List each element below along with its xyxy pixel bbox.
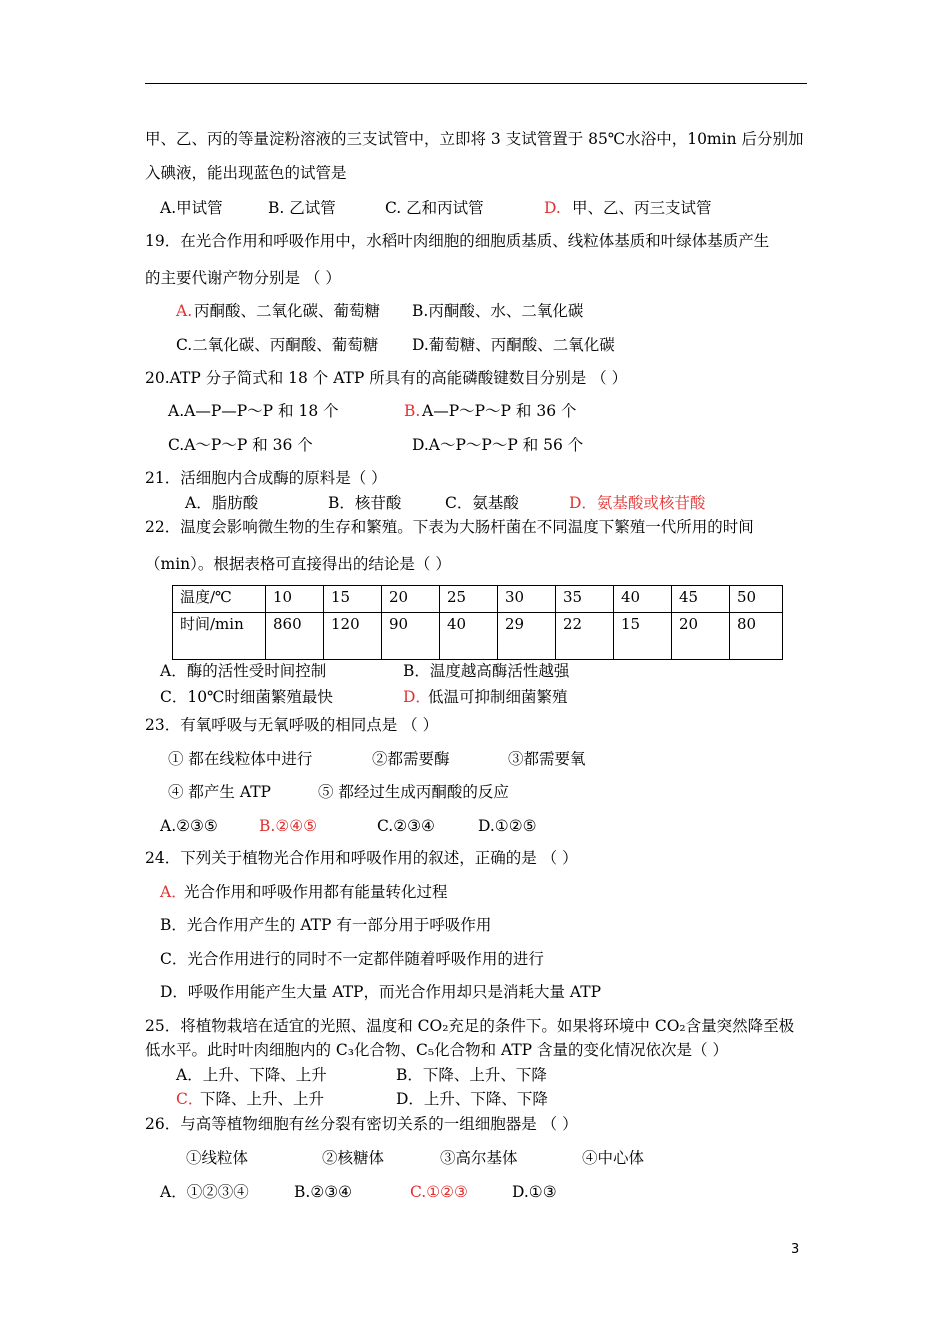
q24-option-c: C．光合作用进行的同时不一定都伴随着呼吸作用的进行: [160, 950, 544, 968]
q24-stem: 24．下列关于植物光合作用和呼吸作用的叙述，正确的是 （ ）: [145, 849, 578, 867]
q24-option-a-text: 光合作用和呼吸作用都有能量转化过程: [184, 883, 448, 901]
q22-line1: 22．温度会影响微生物的生存和繁殖。下表为大肠杆菌在不同温度下繁殖一代所用的时间: [145, 518, 754, 536]
table-cell: 120: [324, 613, 382, 660]
table-cell: 20: [672, 613, 730, 660]
q26-statement-2: ②核糖体: [322, 1149, 385, 1167]
q25-option-d: D．上升、下降、下降: [396, 1090, 548, 1108]
q24-option-a-label: A．: [160, 883, 187, 901]
table-row: [173, 586, 783, 613]
q23-option-b: B.②④⑤: [259, 817, 318, 835]
q23-statement-5: ⑤ 都经过生成丙酮酸的反应: [318, 783, 509, 801]
table-cell: 29: [498, 613, 556, 660]
q26-statement-3: ③高尔基体: [440, 1149, 518, 1167]
q18-option-d-label: D.: [544, 199, 561, 217]
q20-option-b-text: A—P～P～P 和 36 个: [422, 402, 577, 420]
table-cell: 温度/℃: [173, 586, 266, 613]
table-cell: 80: [730, 613, 783, 660]
table-cell: 30: [498, 586, 556, 613]
q20-option-b-label: B.: [404, 402, 421, 420]
q19-line2: 的主要代谢产物分别是 （ ）: [145, 269, 341, 287]
table-cell: 15: [324, 586, 382, 613]
q25-line2: 低水平。此时叶肉细胞内的 C₃化合物、C₅化合物和 ATP 含量的变化情况依次是（ ）: [145, 1041, 728, 1059]
q23-statement-3: ③都需要氧: [508, 750, 586, 768]
table-cell: 10: [266, 586, 324, 613]
q19-option-b: B.丙酮酸、水、二氧化碳: [412, 302, 584, 320]
q18-option-b: B. 乙试管: [268, 199, 336, 217]
q25-option-c-label: C．: [176, 1090, 204, 1108]
q20-option-c: C.A～P～P 和 36 个: [168, 436, 313, 454]
page-number: 3: [791, 1242, 800, 1257]
q26-statement-1: ①线粒体: [186, 1149, 249, 1167]
q24-option-d: D．呼吸作用能产生大量 ATP，而光合作用却只是消耗大量 ATP: [160, 983, 602, 1001]
q19-option-d: D.葡萄糖、丙酮酸、二氧化碳: [412, 336, 615, 354]
q21-option-a: A．脂肪酸: [185, 494, 259, 512]
q26-option-d: D.①③: [512, 1183, 557, 1201]
q26-option-a: A．①②③④: [160, 1183, 249, 1201]
q19-line1: 19．在光合作用和呼吸作用中，水稻叶肉细胞的细胞质基质、线粒体基质和叶绿体基质产生: [145, 232, 770, 250]
table-cell: 40: [614, 586, 672, 613]
q19-option-a-label: A.: [176, 302, 193, 320]
table-cell: 90: [382, 613, 440, 660]
q26-statement-4: ④中心体: [582, 1149, 645, 1167]
q20-stem: 20.ATP 分子简式和 18 个 ATP 所具有的高能磷酸键数目分别是 （ ）: [145, 369, 628, 387]
table-row: [173, 613, 783, 660]
q23-option-a: A.②③⑤: [160, 817, 218, 835]
q23-option-c: C.②③④: [377, 817, 435, 835]
table-cell: 45: [672, 586, 730, 613]
table-cell: 40: [440, 613, 498, 660]
q18-option-a: A.甲试管: [160, 199, 223, 217]
q26-option-c: C.①②③: [410, 1183, 468, 1201]
q23-statement-2: ②都需要酶: [372, 750, 450, 768]
q22-option-c: C．10℃时细菌繁殖最快: [160, 688, 333, 706]
header-rule: [145, 83, 807, 84]
q18-option-d-text: 甲、乙、丙三支试管: [572, 199, 712, 217]
table-cell: 20: [382, 586, 440, 613]
q18-option-c: C. 乙和丙试管: [385, 199, 484, 217]
q20-option-a: A.A—P—P～P 和 18 个: [168, 402, 339, 420]
table-cell: 35: [556, 586, 614, 613]
q21-option-d: D．氨基酸或核苷酸: [569, 494, 706, 512]
q21-stem: 21．活细胞内合成酶的原料是（ ）: [145, 469, 387, 487]
q22-option-d-text: 低温可抑制细菌繁殖: [428, 688, 568, 706]
q23-statement-1: ① 都在线粒体中进行: [168, 750, 313, 768]
q18-line1: 甲、乙、丙的等量淀粉溶液的三支试管中，立即将 3 支试管置于 85℃水浴中，10min 后分别加: [145, 130, 804, 148]
q21-option-b: B．核苷酸: [328, 494, 402, 512]
q26-option-b: B.②③④: [294, 1183, 353, 1201]
q22-option-b: B．温度越高酶活性越强: [403, 662, 570, 680]
q19-option-c: C.二氧化碳、丙酮酸、葡萄糖: [176, 336, 379, 354]
q25-option-a: A．上升、下降、上升: [176, 1066, 327, 1084]
q26-stem: 26．与高等植物细胞有丝分裂有密切关系的一组细胞器是 （ ）: [145, 1115, 578, 1133]
table-cell: 25: [440, 586, 498, 613]
table-cell: 15: [614, 613, 672, 660]
temperature-time-table: [172, 585, 783, 660]
q22-option-d-label: D．: [403, 688, 431, 706]
q19-option-a-text: 丙酮酸、二氧化碳、葡萄糖: [194, 302, 381, 320]
q25-line1: 25．将植物栽培在适宜的光照、温度和 CO₂充足的条件下。如果将环境中 CO₂含量突然降至极: [145, 1017, 795, 1035]
table-cell: 50: [730, 586, 783, 613]
table-cell: 时间/min: [173, 613, 266, 660]
q18-line2: 入碘液，能出现蓝色的试管是: [145, 164, 347, 182]
q24-option-b: B．光合作用产生的 ATP 有一部分用于呼吸作用: [160, 916, 492, 934]
q21-option-c: C．氨基酸: [445, 494, 519, 512]
q23-option-d: D.①②⑤: [478, 817, 537, 835]
q23-stem: 23．有氧呼吸与无氧呼吸的相同点是 （ ）: [145, 716, 439, 734]
q22-line2: （min）。根据表格可直接得出的结论是（ ）: [145, 555, 451, 573]
table-cell: 22: [556, 613, 614, 660]
q22-option-a: A．酶的活性受时间控制: [160, 662, 327, 680]
q23-statement-4: ④ 都产生 ATP: [168, 783, 271, 801]
q20-option-d: D.A～P～P～P 和 56 个: [412, 436, 584, 454]
q25-option-c-text: 下降、上升、上升: [200, 1090, 325, 1108]
q25-option-b: B．下降、上升、下降: [396, 1066, 547, 1084]
table-cell: 860: [266, 613, 324, 660]
